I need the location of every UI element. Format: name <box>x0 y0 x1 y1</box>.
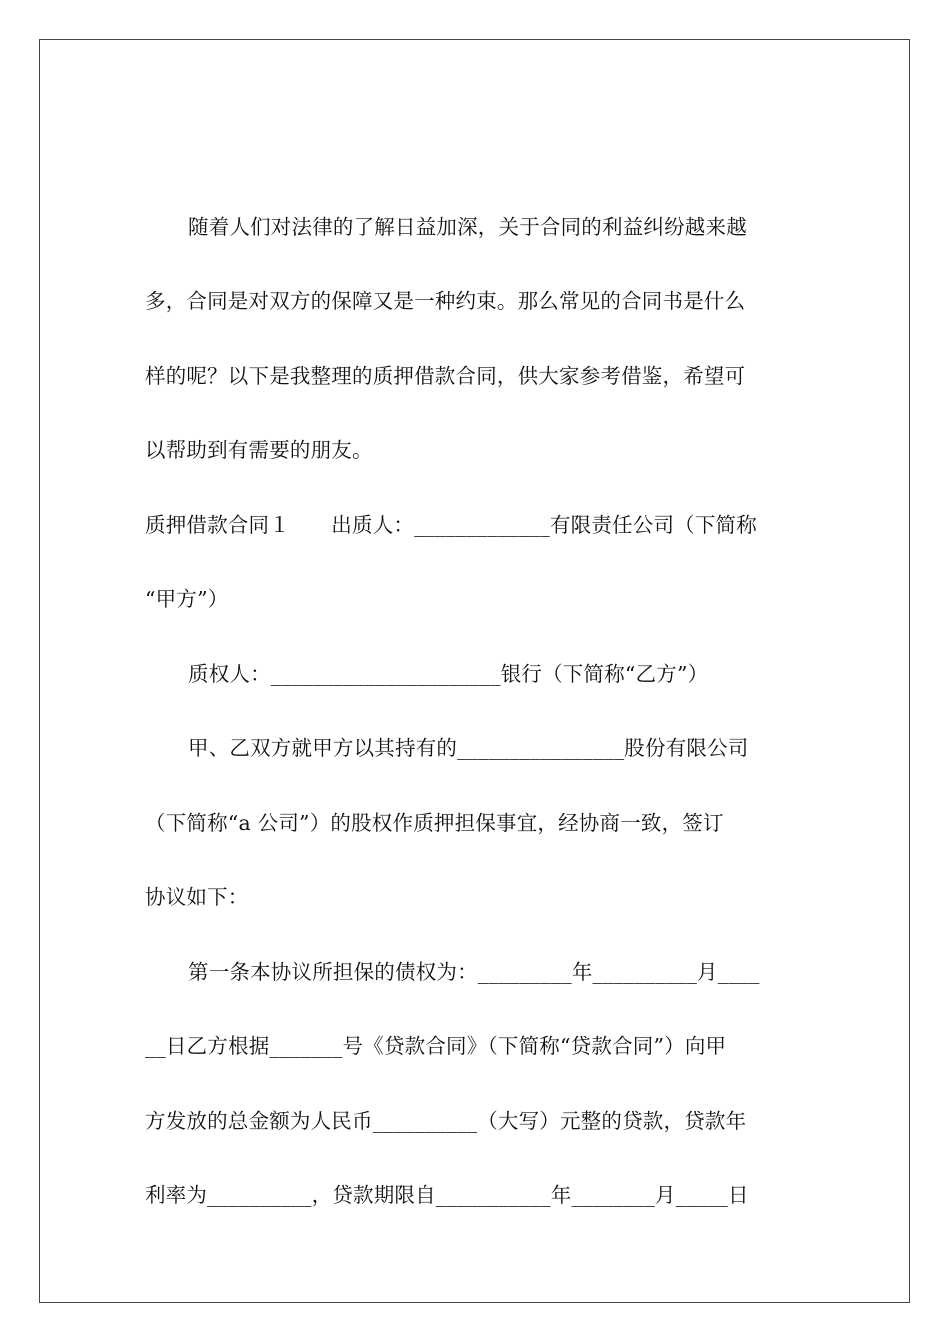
article-one-line-4: 利率为__________，贷款期限自___________年________月_____日 <box>145 1183 749 1207</box>
pledgee-line: 质权人：______________________银行（下简称“乙方”） <box>188 662 709 686</box>
paragraph-intro-line-3: 样的呢？以下是我整理的质押借款合同，供大家参考借鉴，希望可 <box>145 364 746 388</box>
agreement-preamble-line-3: 协议如下： <box>145 885 249 909</box>
contract-title-and-pledgor: 质押借款合同１ 出质人：_____________有限责任公司（下简称 <box>145 513 757 537</box>
party-a-abbreviation: “甲方”） <box>145 587 229 611</box>
agreement-preamble-line-2: （下简称“a 公司”）的股权作质押担保事宜，经协商一致，签订 <box>145 811 724 835</box>
paragraph-intro-line-4: 以帮助到有需要的朋友。 <box>145 438 373 462</box>
article-one-line-3: 方发放的总金额为人民币__________（大写）元整的贷款，贷款年 <box>145 1109 747 1133</box>
article-one-line-1: 第一条本协议所担保的债权为：_________年__________月____ <box>188 960 760 984</box>
paragraph-intro-line-1: 随着人们对法律的了解日益加深，关于合同的利益纠纷越来越 <box>188 215 747 239</box>
agreement-preamble-line-1: 甲、乙双方就甲方以其持有的________________股份有限公司 <box>188 736 749 760</box>
article-one-line-2: __日乙方根据_______号《贷款合同》（下简称“贷款合同”）向甲 <box>145 1034 727 1058</box>
paragraph-intro-line-2: 多，合同是对双方的保障又是一种约束。那么常见的合同书是什么 <box>145 289 746 313</box>
